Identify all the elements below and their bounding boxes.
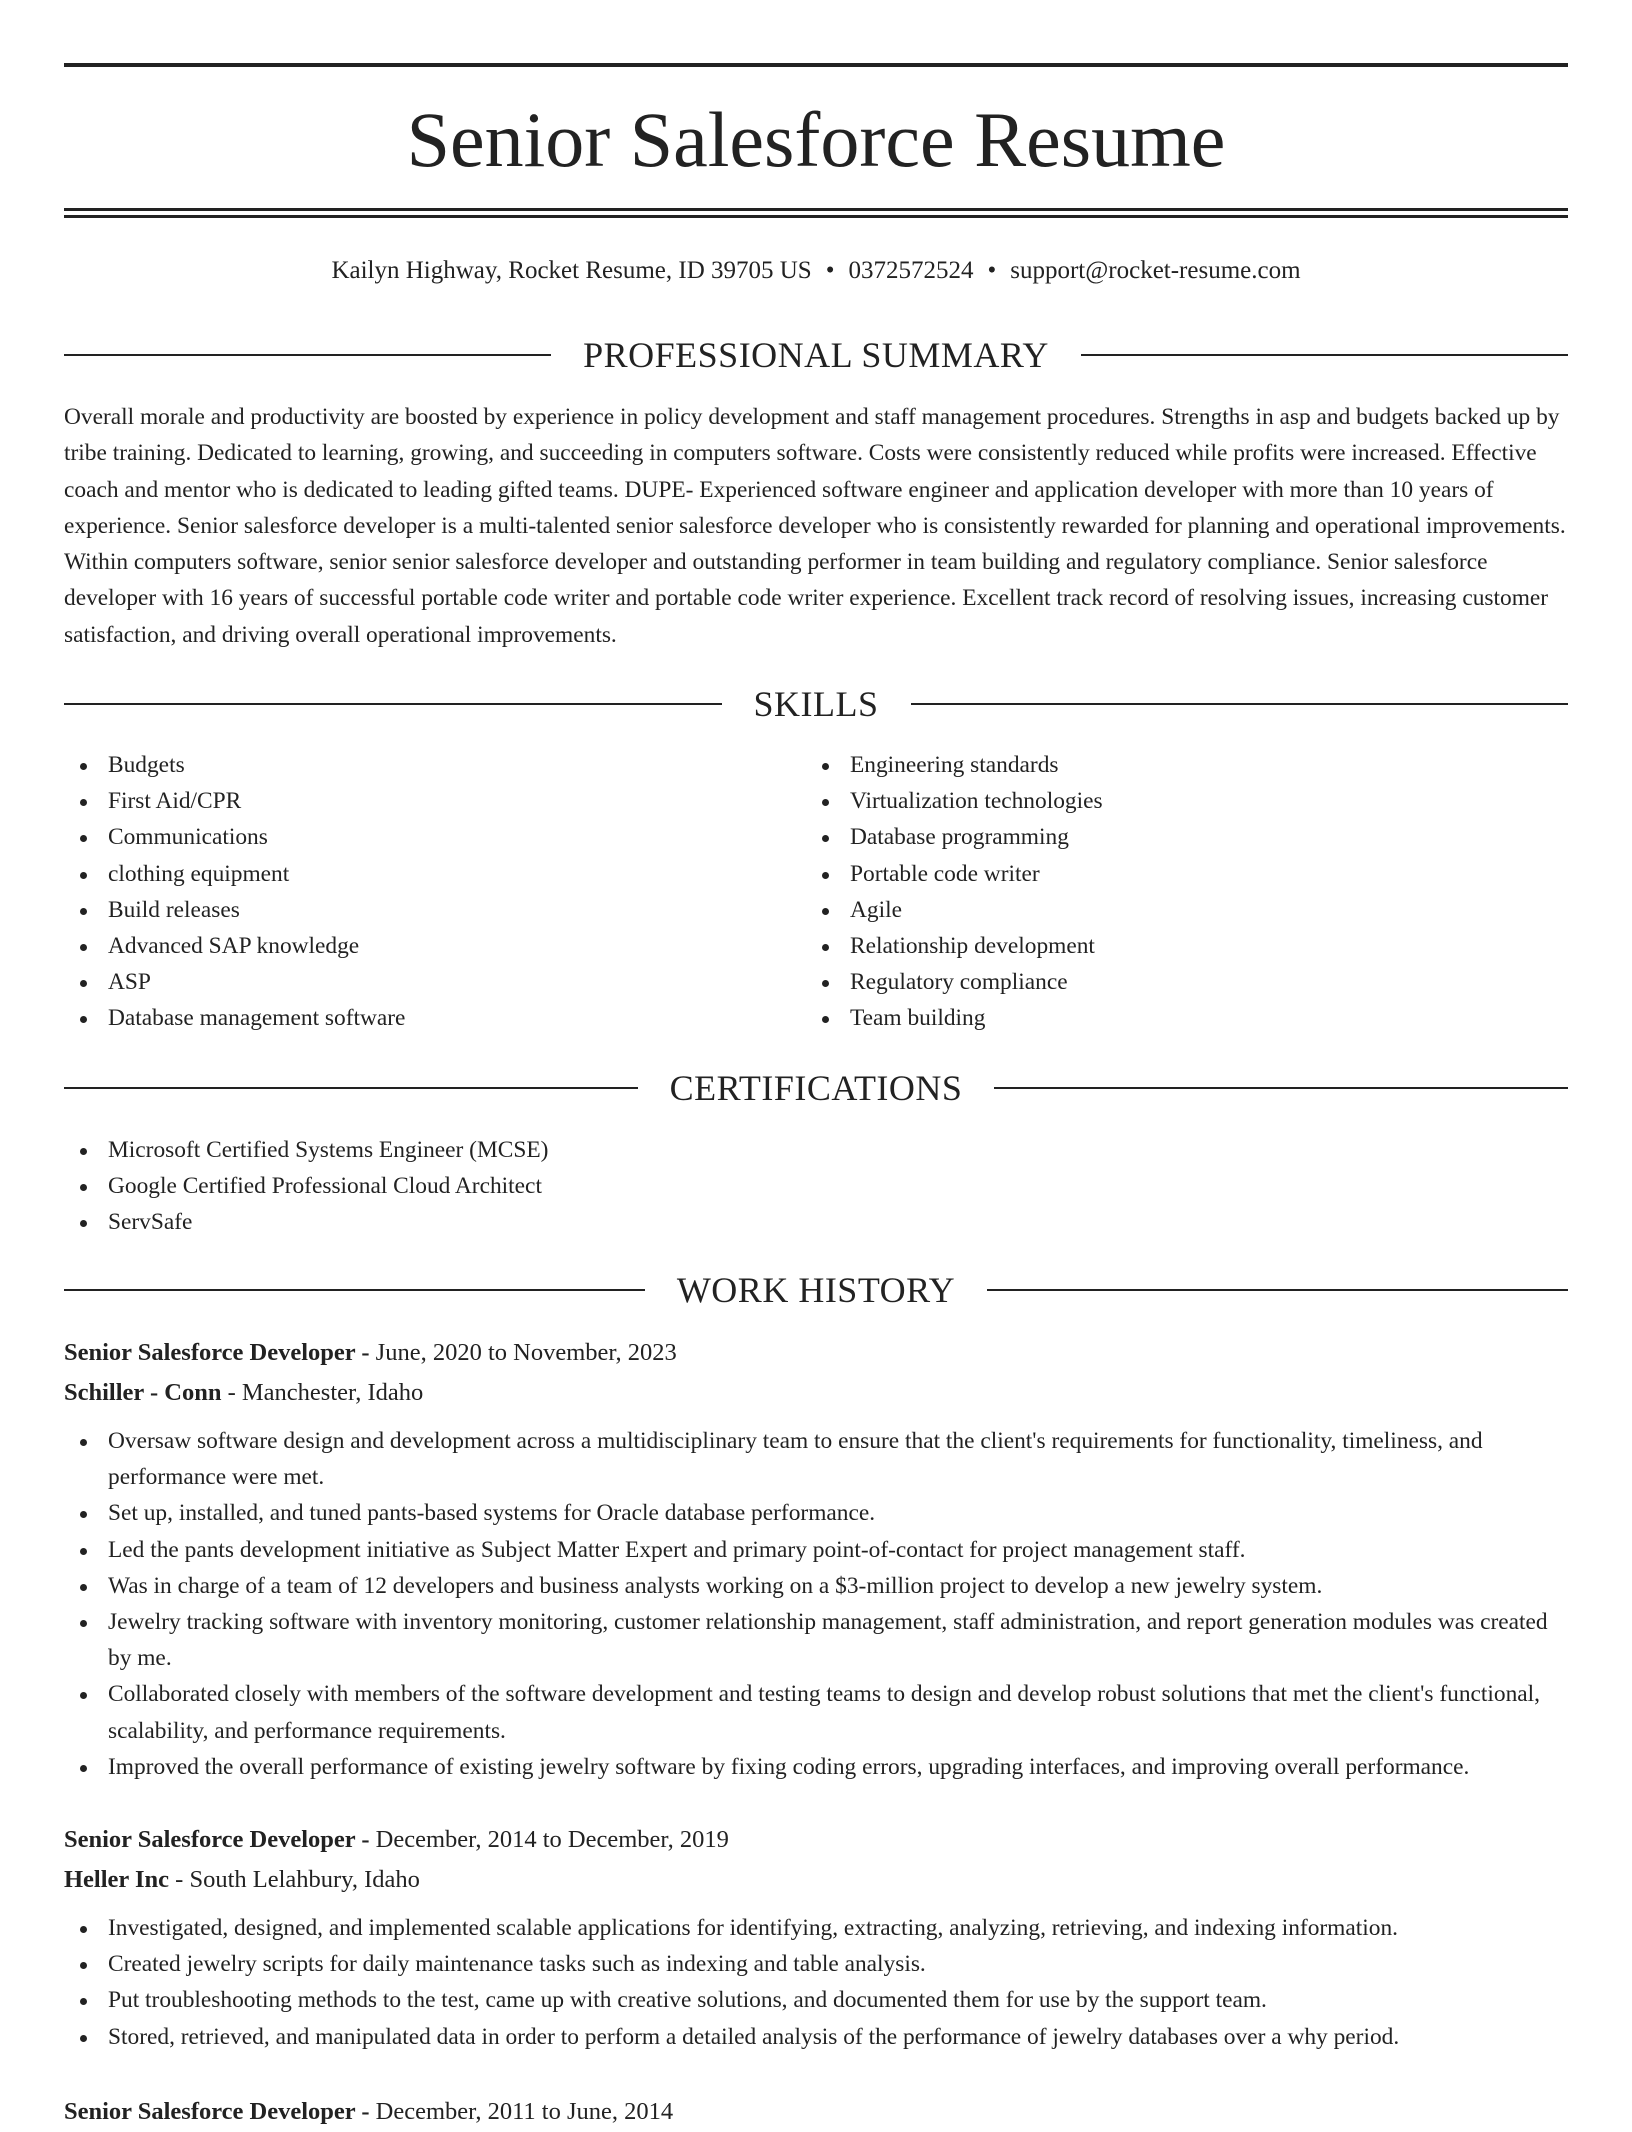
contact-separator: • xyxy=(987,257,997,284)
job-location: Manchester, Idaho xyxy=(241,1379,424,1406)
job-title-line: Senior Salesforce Developer - December, 2014 to December, 2019 xyxy=(64,1826,729,1853)
job-title-line: Senior Salesforce Developer - December, 2011 to June, 2014 xyxy=(64,2098,674,2125)
skill-item: clothing equipment xyxy=(64,856,804,892)
divider-line xyxy=(987,1289,1568,1291)
header-top-rule xyxy=(64,63,1568,67)
contact-separator: • xyxy=(825,257,835,284)
certifications-block xyxy=(64,1132,1568,1241)
job-duty: Led the pants development initiative as Subject Matter Expert and primary point-of-contact for project management staff. xyxy=(64,1532,1568,1568)
header-bottom-rule xyxy=(64,208,1568,211)
skill-item: Agile xyxy=(806,892,1546,928)
job-duty: Oversaw software design and development across a multidisciplinary team to ensure that the client's requirements for functionality, timeliness, and performance were met. xyxy=(64,1423,1568,1495)
skill-item: Advanced SAP knowledge xyxy=(64,928,804,964)
divider-line xyxy=(64,354,551,356)
job-dates: December, 2014 to December, 2019 xyxy=(375,1826,729,1853)
contact-phone: 0372572524 xyxy=(848,257,974,284)
section-title: CERTIFICATIONS xyxy=(669,1068,963,1108)
job-dates: June, 2020 to November, 2023 xyxy=(375,1339,677,1366)
section-title: PROFESSIONAL SUMMARY xyxy=(583,335,1049,375)
job-title: Senior Salesforce Developer xyxy=(64,1339,356,1366)
contact-line xyxy=(64,254,1568,288)
skill-item: Database programming xyxy=(806,819,1546,855)
skill-item: Regulatory compliance xyxy=(806,964,1546,1000)
job-entry xyxy=(64,1820,1568,2055)
skill-item: Relationship development xyxy=(806,928,1546,964)
job-location: South Lelahbury, Idaho xyxy=(189,1866,420,1893)
job-duty: Was in charge of a team of 12 developers and business analysts working on a $3-million project to develop a new jewelry system. xyxy=(64,1568,1568,1604)
certification-item: Google Certified Professional Cloud Architect xyxy=(64,1168,1568,1204)
job-dates: December, 2011 to June, 2014 xyxy=(375,2098,674,2125)
contact-address: Kailyn Highway, Rocket Resume, ID 39705 US xyxy=(331,257,812,284)
work-history-section-heading xyxy=(64,1268,1568,1312)
header-bottom-rule-second xyxy=(64,215,1568,218)
divider-line xyxy=(1081,354,1568,356)
job-duties-list xyxy=(64,1423,1568,1785)
summary-section-heading xyxy=(64,333,1568,377)
divider-line xyxy=(64,1087,638,1089)
divider-line xyxy=(64,703,722,705)
skills-section-heading xyxy=(64,682,1568,726)
skill-item: Portable code writer xyxy=(806,856,1546,892)
skills-list-right xyxy=(806,747,1546,1037)
section-title: WORK HISTORY xyxy=(676,1270,956,1310)
job-company: Heller Inc xyxy=(64,1866,170,1893)
certification-item: ServSafe xyxy=(64,1204,1568,1240)
skill-item: Communications xyxy=(64,819,804,855)
divider-line xyxy=(64,1289,645,1291)
job-company-line: Schiller - Conn - Manchester, Idaho xyxy=(64,1379,424,1406)
skill-item: ASP xyxy=(64,964,804,1000)
skill-item: Team building xyxy=(806,1000,1546,1036)
job-title: Senior Salesforce Developer xyxy=(64,1826,356,1853)
skill-item: Budgets xyxy=(64,747,804,783)
job-duty: Put troubleshooting methods to the test, came up with creative solutions, and documented them for use by the support team. xyxy=(64,1982,1568,2018)
skills-list-left xyxy=(64,747,804,1037)
job-entry xyxy=(64,2092,1568,2132)
job-company-line: Heller Inc - South Lelahbury, Idaho xyxy=(64,1866,420,1893)
certifications-list xyxy=(64,1132,1568,1241)
job-duty: Set up, installed, and tuned pants-based systems for Oracle database performance. xyxy=(64,1495,1568,1531)
job-entry xyxy=(64,1333,1568,1785)
certifications-section-heading xyxy=(64,1066,1568,1110)
skill-item: First Aid/CPR xyxy=(64,783,804,819)
job-duty: Improved the overall performance of existing jewelry software by fixing coding errors, upgrading interfaces, and improving overall performance. xyxy=(64,1749,1568,1785)
skills-column-left xyxy=(64,747,804,1037)
certification-item: Microsoft Certified Systems Engineer (MCSE) xyxy=(64,1132,1568,1168)
skill-item: Virtualization technologies xyxy=(806,783,1546,819)
job-title-line: Senior Salesforce Developer - June, 2020 to November, 2023 xyxy=(64,1339,677,1366)
job-duty: Investigated, designed, and implemented scalable applications for identifying, extracting, analyzing, retrieving, and indexing information. xyxy=(64,1910,1568,1946)
resume-title: Senior Salesforce Resume xyxy=(406,96,1226,183)
job-title: Senior Salesforce Developer xyxy=(64,2098,356,2125)
divider-line xyxy=(994,1087,1568,1089)
job-duty: Stored, retrieved, and manipulated data in order to perform a detailed analysis of the performance of jewelry databases over a why period. xyxy=(64,2019,1568,2055)
skill-item: Build releases xyxy=(64,892,804,928)
summary-paragraph: Overall morale and productivity are boosted by experience in policy development and staff management procedures. Strengths in asp and budgets backed up by tribe training. Dedicated to learning, growing, and succeeding in computers software. Costs were consistently reduced while profits were increased. Effective coach and mentor who is dedicated to leading gifted teams. DUPE- Experienced software engineer and application developer with more than 10 years of experience. Senior salesforce developer is a multi-talented senior salesforce developer who is consistently rewarded for planning and operational improvements. Within computers software, senior senior salesforce developer and outstanding performer in team building and regulatory compliance. Senior salesforce developer with 16 years of successful portable code writer and portable code writer experience. Excellent track record of resolving issues, increasing customer satisfaction, and driving overall operational improvements. xyxy=(64,404,1566,648)
skill-item: Engineering standards xyxy=(806,747,1546,783)
job-duty: Collaborated closely with members of the software development and testing teams to design and develop robust solutions that met the client's functional, scalability, and performance requirements. xyxy=(64,1676,1568,1748)
job-duty: Jewelry tracking software with inventory monitoring, customer relationship management, staff administration, and report generation modules was created by me. xyxy=(64,1604,1568,1676)
job-duty: Created jewelry scripts for daily maintenance tasks such as indexing and table analysis. xyxy=(64,1946,1568,1982)
job-duties-list xyxy=(64,1910,1568,2055)
skills-column-right xyxy=(806,747,1546,1037)
job-company: Schiller - Conn xyxy=(64,1379,222,1406)
contact-email: support@rocket-resume.com xyxy=(1010,257,1301,284)
divider-line xyxy=(911,703,1569,705)
skill-item: Database management software xyxy=(64,1000,804,1036)
section-title: SKILLS xyxy=(753,684,879,724)
